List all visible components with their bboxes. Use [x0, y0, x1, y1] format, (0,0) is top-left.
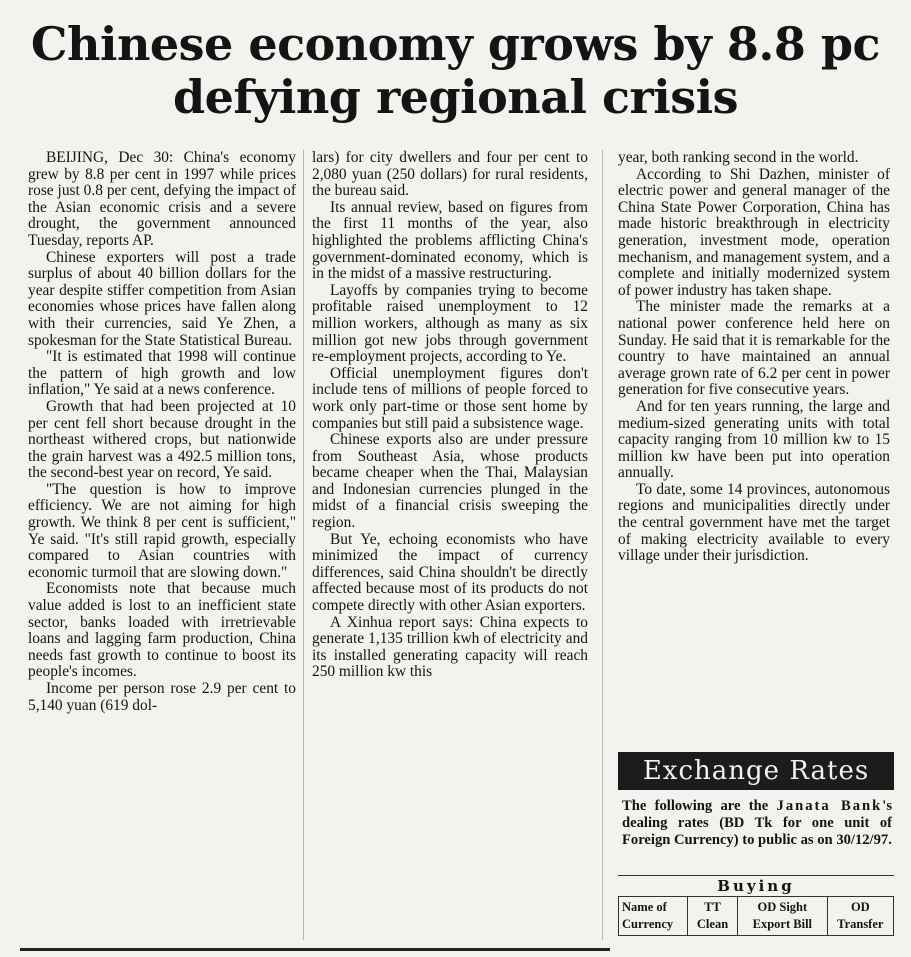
- paragraph: lars) for city dwellers and four per cent to 2,080 yuan (250 dollars) for rural residents, the bureau said.: [312, 149, 588, 200]
- paragraph: To date, some 14 provinces, autonomous regions and municipalities directly under the central government have met the target of making electricity available to every village under their jurisdiction.: [618, 480, 890, 565]
- paragraph: And for ten years running, the large and medium-sized generating units with total capacity ranging from 10 million kw to 15 million kw have been put into operation annually.: [618, 397, 890, 482]
- intro-text: 's dealing rates (BD Tk for one unit of Foreign Currency) to public as on 30/12/97.: [622, 798, 892, 848]
- article-column-3: [618, 150, 890, 565]
- bank-name: Janata Bank: [776, 798, 883, 814]
- buying-label: Buying: [618, 875, 894, 895]
- paragraph: Economists note that because much value added is lost to an inefficient state sector, banks loaded with irretrievable loans and lagging farm production, China needs fast growth to continue to boost its people's incomes.: [28, 580, 296, 681]
- column-header: OD Sight Export Bill: [738, 897, 828, 936]
- paragraph: BEIJING, Dec 30: China's economy grew by 8.8 per cent in 1997 while prices rose just 0.8 per cent, defying the impact of the Asian economic crisis and a severe drought, the government announced Tuesday, reports AP.: [28, 149, 296, 249]
- paragraph: Income per person rose 2.9 per cent to 5,140 yuan (619 dol-: [28, 680, 296, 714]
- table-header-row: [619, 897, 894, 936]
- paragraph: Growth that had been projected at 10 per cent fell short because drought in the northeast withered crops, but nationwide the grain harvest was a 492.5 million tons, the second-best year on record, Ye said.: [28, 397, 296, 482]
- bottom-rule: [20, 948, 610, 951]
- exchange-rates-intro: [622, 798, 892, 849]
- paragraph: Chinese exporters will post a trade surplus of about 40 billion dollars for the year despite stiffer competition from Asian economies whose prices have fallen along with their currencies, said Ye Zhen, a spokesman for the State Statistical Bureau.: [28, 248, 296, 349]
- paragraph: A Xinhua report says: China expects to generate 1,135 trillion kwh of electricity and its installed generating capacity will reach 250 million kw this: [312, 613, 588, 681]
- paragraph: "It is estimated that 1998 will continue the pattern of high growth and low inflation," Ye said at a news conference.: [28, 348, 296, 399]
- paragraph: Its annual review, based on figures from the first 11 months of the year, also highlighted the problems afflicting China's government-dominated economy, which is in the midst of a massive restructuring.: [312, 198, 588, 283]
- article-column-1: [28, 150, 296, 714]
- paragraph: "The question is how to improve efficiency. We are not aiming for high growth. We think 8 per cent is sufficient," Ye said. "It's still rapid growth, especially compared to Asian countries with economic turmoil that are slowing down.": [28, 480, 296, 581]
- intro-text: The following are the: [622, 798, 769, 814]
- paragraph: Official unemployment figures don't include tens of millions of people forced to work only part-time or those sent home by companies but still paid a subsistence wage.: [312, 364, 588, 432]
- headline: Chinese economy grows by 8.8 pc defying regional crisis: [30, 17, 881, 124]
- exchange-rates-header: Exchange Rates: [618, 752, 894, 790]
- paragraph: The minister made the remarks at a national power conference held here on Sunday. He said that it is remarkable for the country to have maintained an annual average grown rate of 6.2 per cent in power generation for five consecutive years.: [618, 298, 890, 399]
- paragraph: According to Shi Dazhen, minister of electric power and general manager of the China State Power Corporation, China has made historic breakthrough in electricity generation, investment mode, operation mechanism, and management system, and a complete and initially modernized system of power industry has taken shape.: [618, 165, 890, 299]
- paragraph: Chinese exports also are under pressure from Southeast Asia, whose products became cheaper when the Thai, Malaysian and Indonesian currencies plunged in the midst of a financial crisis sweeping the region.: [312, 431, 588, 532]
- exchange-rates-table: [618, 896, 894, 936]
- paragraph: Layoffs by companies trying to become profitable raised unemployment to 12 million workers, although as many as six million got new jobs through government re-employment projects, according to Ye.: [312, 281, 588, 366]
- column-header: TT Clean: [688, 897, 738, 936]
- column-header: Name of Currency: [619, 897, 688, 936]
- column-divider: [602, 150, 603, 940]
- paragraph: year, both ranking second in the world.: [618, 149, 859, 166]
- paragraph: But Ye, echoing economists who have minimized the impact of currency differences, said China shouldn't be directly affected because most of its products do not compete directly with other Asian exporters.: [312, 530, 588, 615]
- column-header: OD Transfer: [827, 897, 893, 936]
- column-divider: [303, 150, 304, 940]
- article-column-2: [312, 150, 588, 681]
